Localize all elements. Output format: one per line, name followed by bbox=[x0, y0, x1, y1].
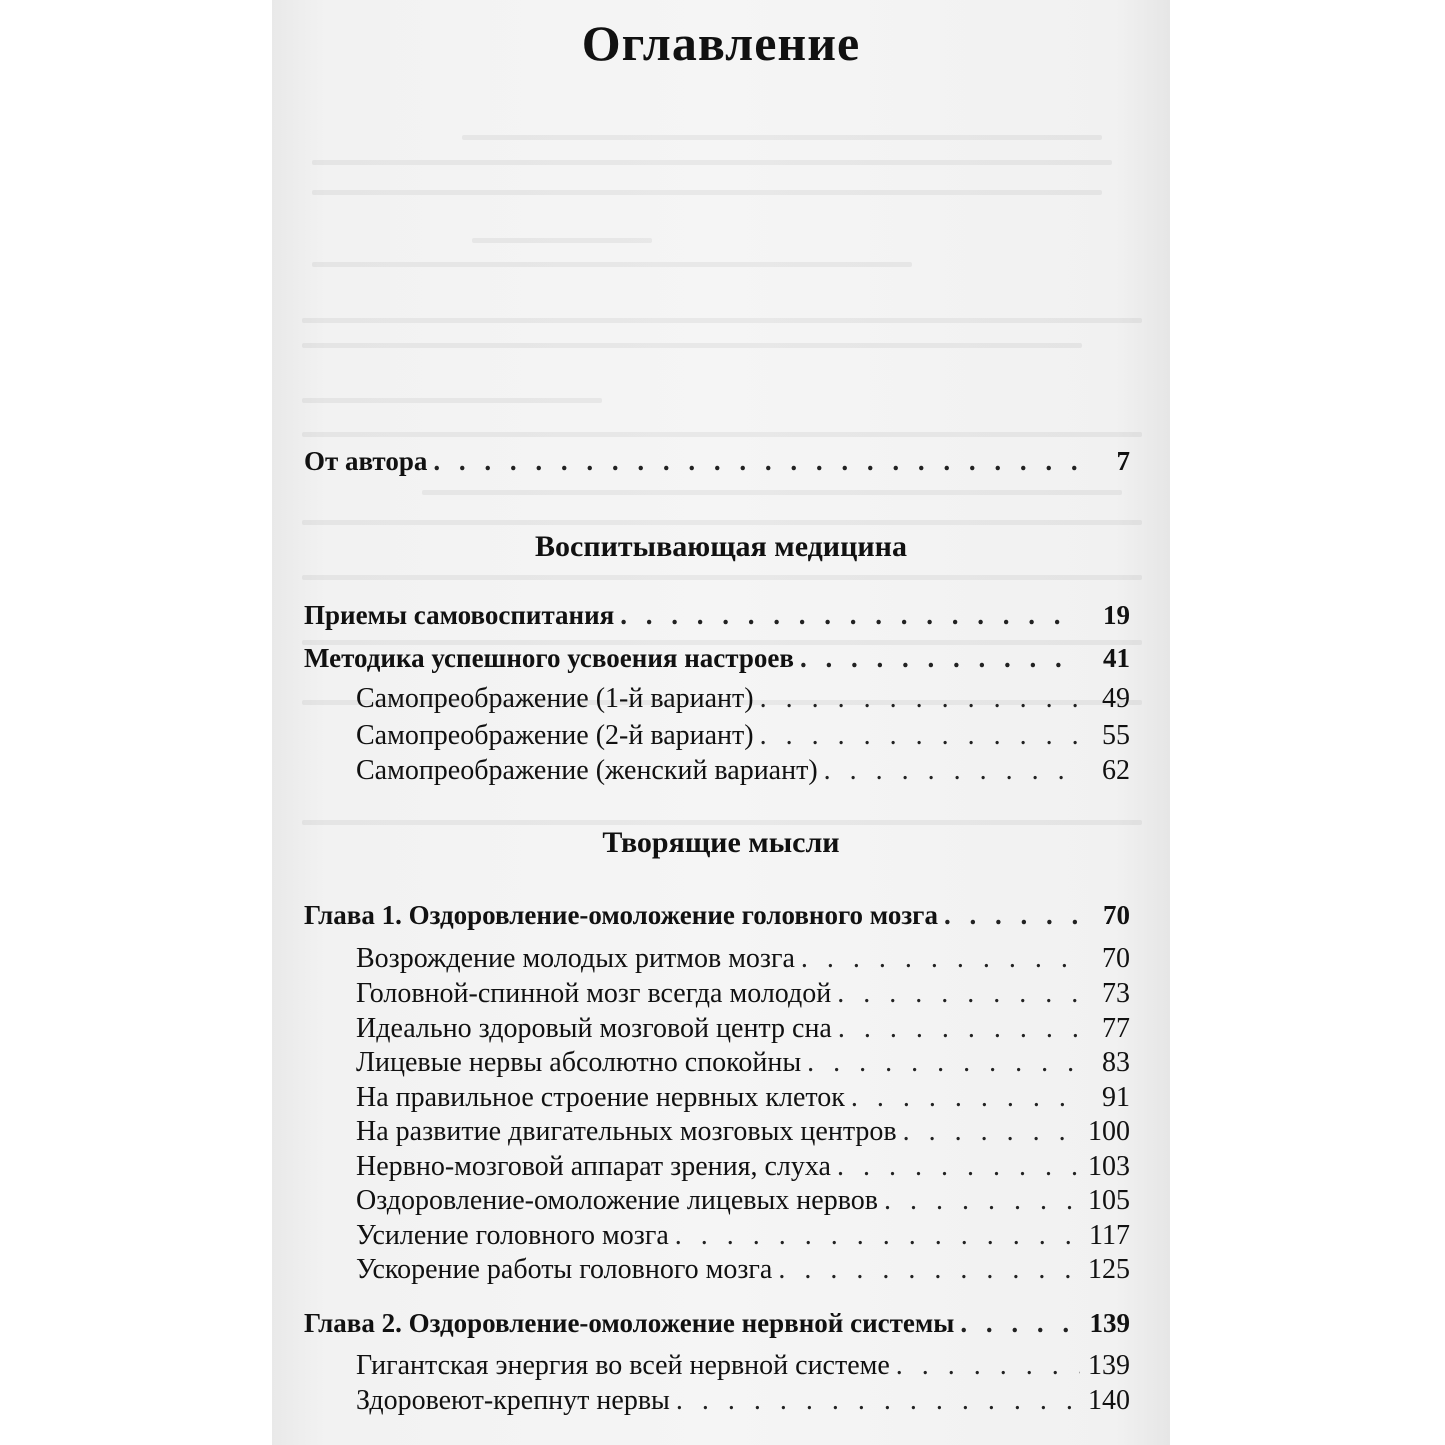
toc-entry-label: Оздоровление-омоложение лицевых нервов bbox=[356, 1185, 878, 1216]
leader-dots bbox=[838, 1013, 1080, 1045]
toc-page-number: 125 bbox=[1088, 1254, 1130, 1285]
toc-subentry[interactable] bbox=[356, 1151, 1130, 1187]
toc-entry-label: Идеально здоровый мозговой центр сна bbox=[356, 1013, 832, 1044]
leader-dots bbox=[800, 643, 1080, 674]
section-heading: Творящие мысли bbox=[602, 826, 840, 859]
toc-page-number: 103 bbox=[1088, 1151, 1130, 1182]
toc-page-number: 83 bbox=[1102, 1047, 1130, 1078]
leader-dots bbox=[807, 1047, 1080, 1079]
toc-page-number: 139 bbox=[1088, 1350, 1130, 1381]
toc-page-number: 117 bbox=[1089, 1220, 1130, 1251]
section-heading: Воспитывающая медицина bbox=[535, 530, 907, 563]
toc-subentry[interactable] bbox=[356, 1185, 1130, 1221]
toc-entry-label: Самопреображение (1-й вариант) bbox=[356, 683, 754, 714]
toc-chapter-entry[interactable] bbox=[304, 1308, 1130, 1344]
leader-dots bbox=[676, 1385, 1080, 1417]
leader-dots bbox=[675, 1220, 1080, 1252]
toc-page-number: 100 bbox=[1088, 1116, 1130, 1147]
leader-dots bbox=[620, 600, 1080, 631]
toc-page-number: 140 bbox=[1088, 1385, 1130, 1416]
toc-entry-label: Гигантская энергия во всей нервной системе bbox=[356, 1350, 890, 1381]
book-page bbox=[272, 0, 1170, 1445]
toc-subentry[interactable] bbox=[356, 1116, 1130, 1152]
toc-entry-label: Самопреображение (женский вариант) bbox=[356, 755, 818, 786]
toc-subentry[interactable] bbox=[356, 1082, 1130, 1118]
leader-dots bbox=[960, 1308, 1080, 1339]
toc-subentry[interactable] bbox=[356, 1385, 1130, 1421]
leader-dots bbox=[433, 446, 1080, 477]
toc-entry-label: Ускорение работы головного мозга bbox=[356, 1254, 773, 1285]
leader-dots bbox=[851, 1082, 1080, 1114]
toc-page-number: 73 bbox=[1102, 978, 1130, 1009]
toc-page-number: 70 bbox=[1103, 900, 1130, 930]
toc-subentry[interactable] bbox=[356, 978, 1130, 1014]
toc-entry-from-author[interactable] bbox=[304, 446, 1130, 482]
toc-page-number: 139 bbox=[1089, 1308, 1130, 1338]
leader-dots bbox=[760, 720, 1080, 752]
leader-dots bbox=[801, 943, 1080, 975]
toc-subentry[interactable] bbox=[356, 683, 1130, 719]
toc-entry-label: Методика успешного усвоения настроев bbox=[304, 643, 794, 673]
toc-entry-label: Возрождение молодых ритмов мозга bbox=[356, 943, 795, 974]
toc-entry[interactable] bbox=[304, 643, 1130, 679]
toc-page-number: 19 bbox=[1103, 600, 1130, 630]
toc-entry-label: Здоровеют-крепнут нервы bbox=[356, 1385, 670, 1416]
toc-chapter-entry[interactable] bbox=[304, 900, 1130, 936]
toc-entry-label: Лицевые нервы абсолютно спокойны bbox=[356, 1047, 802, 1078]
toc-page-number: 49 bbox=[1102, 683, 1130, 714]
toc-subentry[interactable] bbox=[356, 943, 1130, 979]
leader-dots bbox=[944, 900, 1080, 931]
toc-page-number: 41 bbox=[1103, 643, 1130, 673]
toc-page-number: 7 bbox=[1116, 446, 1130, 476]
toc-page-number: 77 bbox=[1102, 1013, 1130, 1044]
toc-subentry[interactable] bbox=[356, 1013, 1130, 1049]
toc-subentry[interactable] bbox=[356, 755, 1130, 791]
toc-subentry[interactable] bbox=[356, 1254, 1130, 1290]
toc-entry-label: Глава 1. Оздоровление-омоложение головного мозга bbox=[304, 900, 938, 930]
toc-entry-label: Нервно-мозговой аппарат зрения, слуха bbox=[356, 1151, 831, 1182]
toc-entry-label: На развитие двигательных мозговых центров bbox=[356, 1116, 897, 1147]
leader-dots bbox=[884, 1185, 1080, 1217]
leader-dots bbox=[778, 1254, 1080, 1286]
leader-dots bbox=[896, 1350, 1080, 1382]
toc-entry-label: Приемы самовоспитания bbox=[304, 600, 615, 630]
toc-entry-label: Усиление головного мозга bbox=[356, 1220, 669, 1251]
toc-subentry[interactable] bbox=[356, 720, 1130, 756]
toc-subentry[interactable] bbox=[356, 1220, 1130, 1256]
leader-dots bbox=[903, 1116, 1080, 1148]
toc-page-number: 105 bbox=[1088, 1185, 1130, 1216]
toc-entry-label: Головной-спинной мозг всегда молодой bbox=[356, 978, 832, 1009]
toc-page-number: 91 bbox=[1102, 1082, 1130, 1113]
page-title: Оглавление bbox=[581, 15, 861, 71]
leader-dots bbox=[824, 755, 1080, 787]
toc-entry[interactable] bbox=[304, 600, 1130, 636]
toc-subentry[interactable] bbox=[356, 1350, 1130, 1386]
toc-page-number: 62 bbox=[1102, 755, 1130, 786]
toc-entry-label: Самопреображение (2-й вариант) bbox=[356, 720, 754, 751]
toc-page-number: 70 bbox=[1102, 943, 1130, 974]
leader-dots bbox=[837, 1151, 1080, 1183]
toc-subentry[interactable] bbox=[356, 1047, 1130, 1083]
toc-entry-label: Глава 2. Оздоровление-омоложение нервной системы bbox=[304, 1308, 955, 1338]
leader-dots bbox=[760, 683, 1080, 715]
toc-entry-label: На правильное строение нервных клеток bbox=[356, 1082, 845, 1113]
leader-dots bbox=[837, 978, 1080, 1010]
toc-page-number: 55 bbox=[1102, 720, 1130, 751]
toc-entry-label: От автора bbox=[304, 446, 428, 476]
